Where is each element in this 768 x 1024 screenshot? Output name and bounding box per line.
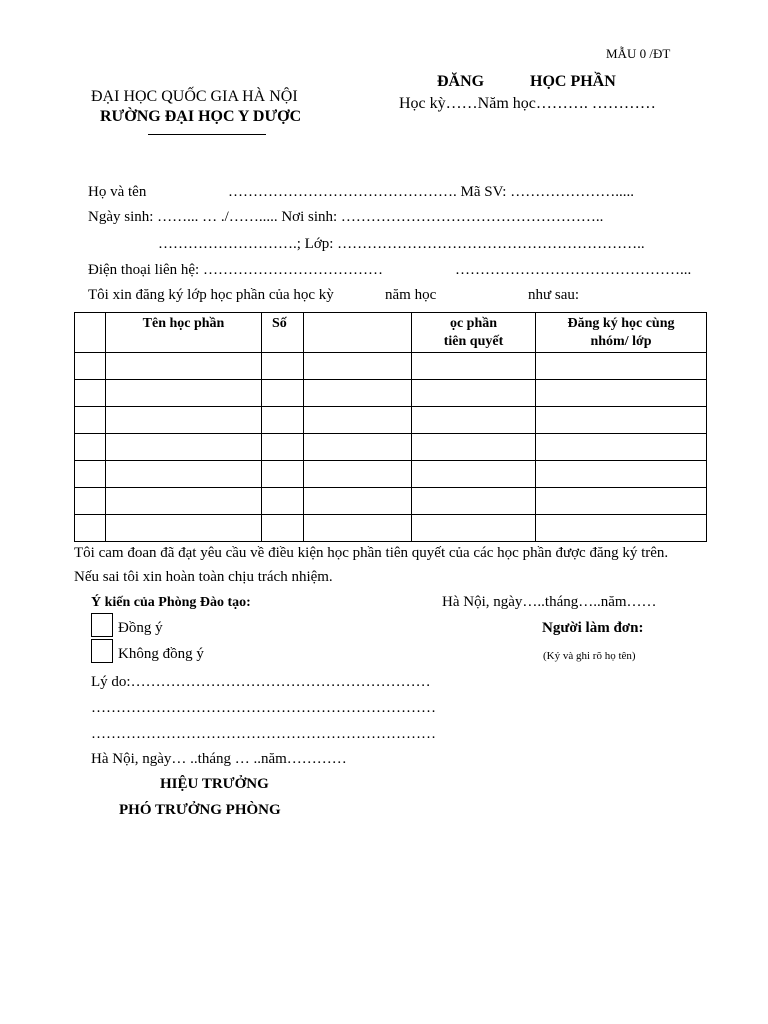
table-cell[interactable] [262,461,304,488]
table-header-group-registration: Đăng ký học cùng nhóm/ lớp [536,313,707,353]
table-cell[interactable] [536,407,707,434]
commitment-line-1: Tôi cam đoan đã đạt yêu cầu về điều kiện học phần tiên quyết của các học phần được đăng ký trên. [74,545,669,561]
phone-extra-field[interactable]: ………………………………………... [455,262,692,278]
table-cell[interactable] [536,380,707,407]
applicant-label: Người làm đơn: [542,620,644,636]
reason-field[interactable]: Lý do:…………………………………………………… [91,674,431,690]
table-cell[interactable] [106,461,262,488]
table-cell[interactable] [304,434,412,461]
principal-title: HIỆU TRƯỞNG [160,776,269,792]
name-label: Họ và tên [88,184,147,200]
table-cell[interactable] [536,515,707,542]
header-divider [148,134,266,135]
table-cell[interactable] [304,515,412,542]
applicant-date[interactable]: Hà Nội, ngày…..tháng…..năm…… [442,594,657,610]
disagree-label: Không đồng ý [118,646,204,662]
table-cell[interactable] [75,434,106,461]
agree-label: Đồng ý [118,620,163,636]
table-cell[interactable] [412,461,536,488]
agree-checkbox[interactable] [91,613,113,637]
table-cell[interactable] [75,488,106,515]
table-cell[interactable] [75,407,106,434]
school-name: RƯỜNG ĐẠI HỌC Y DƯỢC [100,108,302,125]
table-cell[interactable] [412,434,536,461]
table-cell[interactable] [536,461,707,488]
table-cell[interactable] [262,488,304,515]
term-line: Học kỳ……Năm học………. ………… [399,95,656,112]
table-cell[interactable] [75,380,106,407]
request-year-label: năm học [385,287,437,303]
table-cell[interactable] [412,353,536,380]
table-row [75,407,707,434]
table-header-row [75,313,707,353]
table-cell[interactable] [536,434,707,461]
table-cell[interactable] [412,515,536,542]
table-cell[interactable] [75,461,106,488]
table-cell[interactable] [106,488,262,515]
table-cell[interactable] [262,515,304,542]
office-opinion-label: Ý kiến của Phòng Đào tạo: [91,595,251,610]
table-row [75,515,707,542]
table-header-credits: Số [262,313,304,353]
table-cell[interactable] [262,380,304,407]
university-name: ĐẠI HỌC QUỐC GIA HÀ NỘI [91,88,298,105]
table-cell[interactable] [262,407,304,434]
table-cell[interactable] [304,461,412,488]
table-cell[interactable] [75,353,106,380]
form-code: MẪU 0 /ĐT [606,46,671,61]
table-cell[interactable] [536,488,707,515]
table-cell[interactable] [304,353,412,380]
table-header-cell [304,313,412,353]
reason-line-2[interactable]: …………………………………………………………… [91,700,436,716]
form-title-part1: ĐĂNG [437,73,485,90]
table-row [75,461,707,488]
table-row [75,353,707,380]
table-header-cell [75,313,106,353]
request-text: Tôi xin đăng ký lớp học phần của học kỳ [88,287,334,303]
office-date[interactable]: Hà Nội, ngày… ..tháng … ..năm………… [91,751,347,767]
table-header-prerequisite: ọc phần tiên quyết [412,313,536,353]
form-title-part2: HỌC PHẦN [530,73,616,90]
table-header-course-name: Tên học phần [106,313,262,353]
table-cell[interactable] [412,407,536,434]
birth-info-field[interactable]: Ngày sinh: ……... … ./……..... Nơi sinh: …………………………………………….. [88,209,604,225]
table-cell[interactable] [262,353,304,380]
name-and-student-id-field[interactable]: ………………………………………. Mã SV: …………………..... [228,184,634,200]
table-cell[interactable] [106,380,262,407]
table-cell[interactable] [412,380,536,407]
table-cell[interactable] [304,488,412,515]
table-cell[interactable] [106,515,262,542]
table-cell[interactable] [106,434,262,461]
request-suffix: như sau: [528,287,580,303]
table-cell[interactable] [262,434,304,461]
course-registration-table [74,312,707,542]
table-row [75,380,707,407]
table-cell[interactable] [412,488,536,515]
disagree-checkbox[interactable] [91,639,113,663]
table-row [75,488,707,515]
table-row [75,434,707,461]
table-cell[interactable] [304,380,412,407]
class-field[interactable]: ……………………….; Lớp: …………………………………………………….. [158,236,645,252]
phone-field[interactable]: Điện thoại liên hệ: ……………………………… [88,262,383,278]
table-cell[interactable] [106,407,262,434]
table-cell[interactable] [75,515,106,542]
table-cell[interactable] [304,407,412,434]
deputy-head-title: PHÓ TRƯỞNG PHÒNG [119,802,281,818]
applicant-signature-note: (Ký và ghi rõ họ tên) [543,650,636,662]
table-cell[interactable] [106,353,262,380]
reason-line-3[interactable]: …………………………………………………………… [91,726,436,742]
table-cell[interactable] [536,353,707,380]
commitment-line-2: Nếu sai tôi xin hoàn toàn chịu trách nhiệm. [74,569,333,585]
